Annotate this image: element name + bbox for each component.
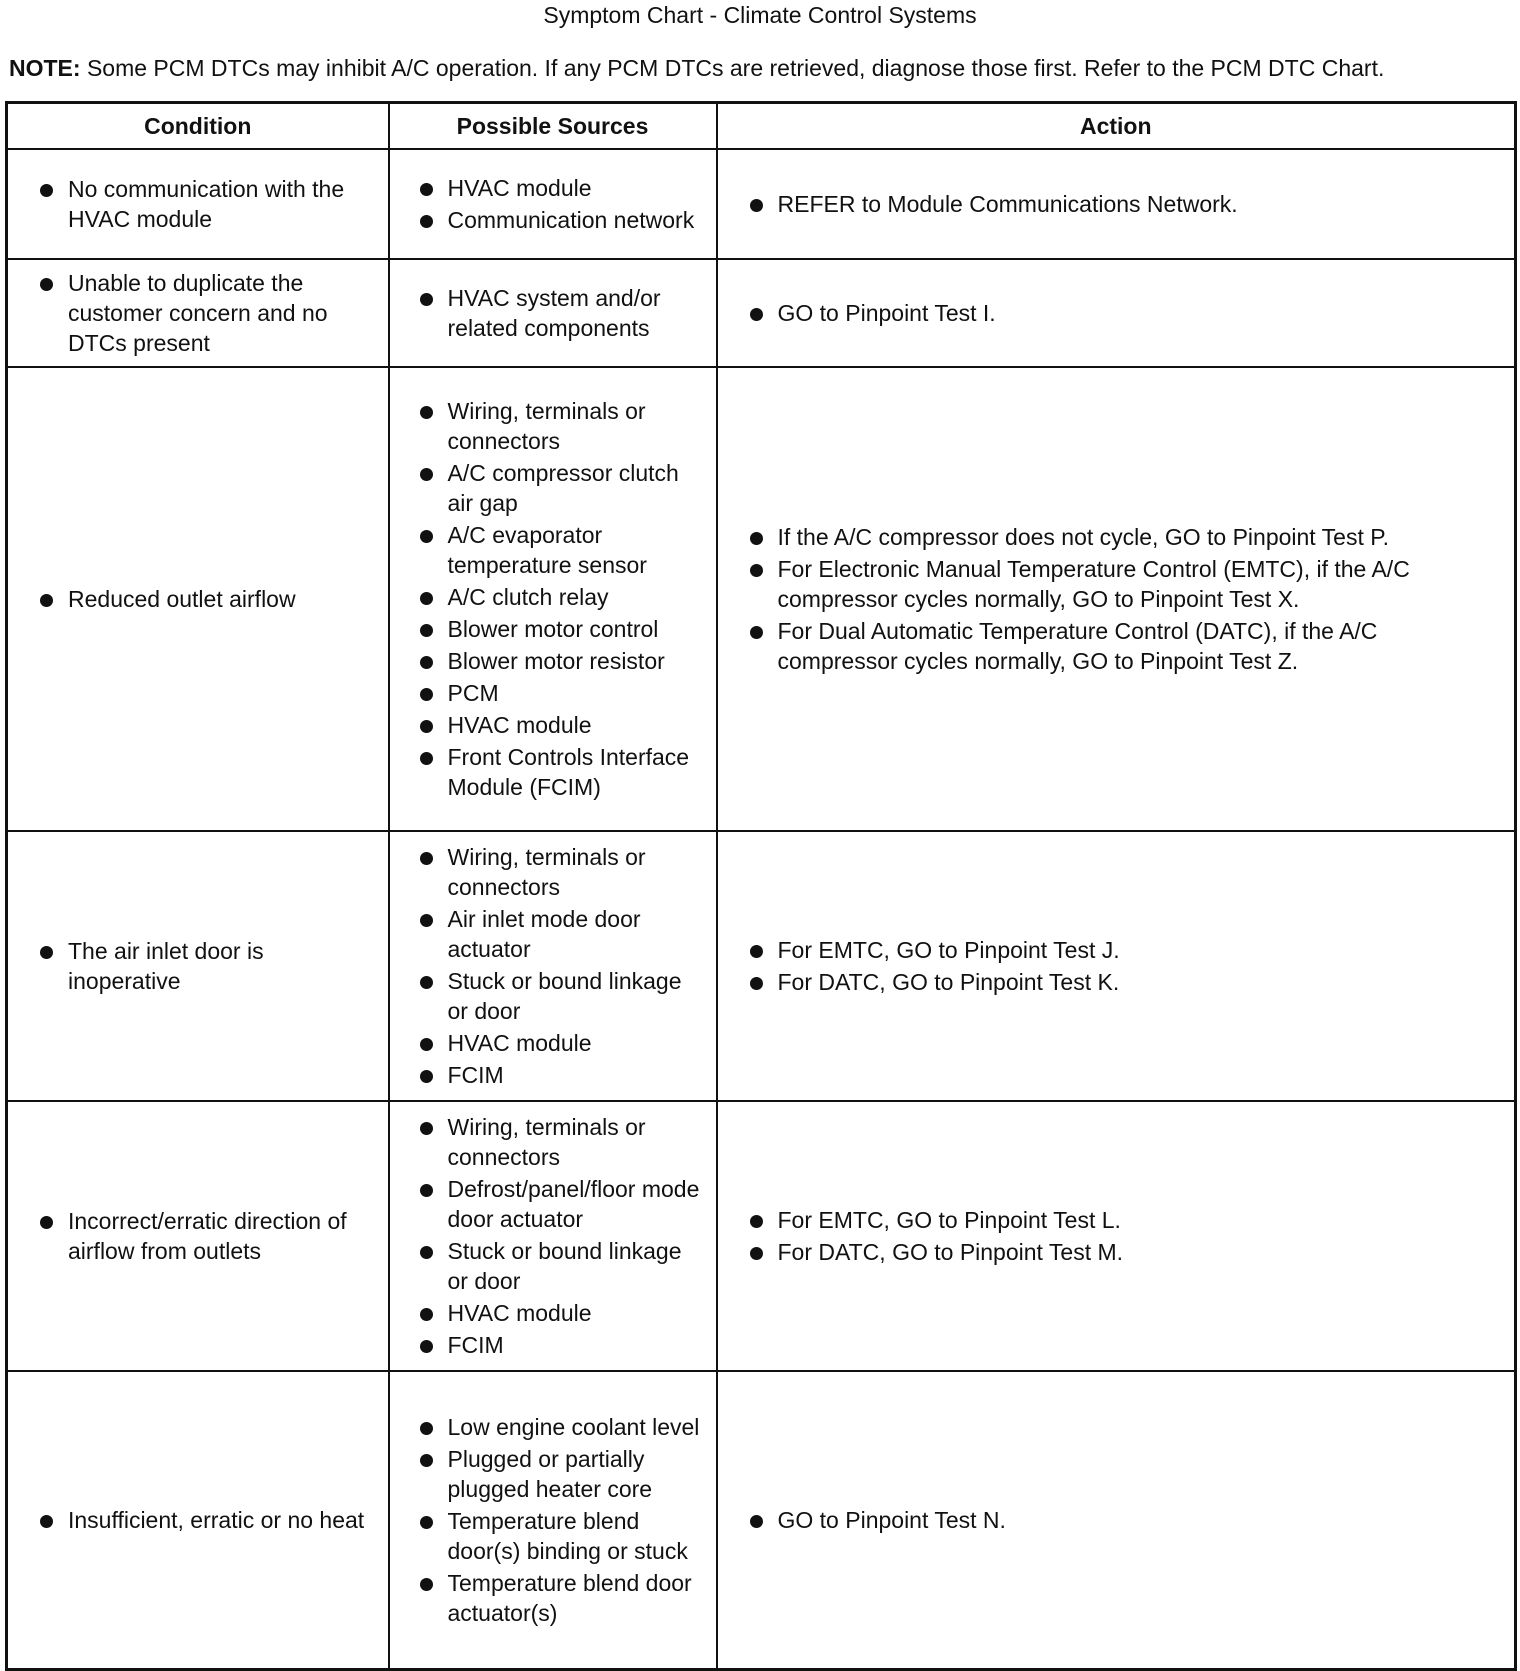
list-item: For EMTC, GO to Pinpoint Test J. bbox=[778, 935, 1495, 965]
actions-list bbox=[718, 935, 1515, 997]
list-item: Air inlet mode door actuator bbox=[448, 904, 706, 964]
page-title: Symptom Chart - Climate Control Systems bbox=[543, 2, 977, 28]
list-item: The air inlet door is inoperative bbox=[68, 936, 374, 996]
action-cell bbox=[717, 149, 1516, 259]
list-item: Plugged or partially plugged heater core bbox=[448, 1444, 706, 1504]
table-row bbox=[7, 259, 1516, 367]
table-row bbox=[7, 1101, 1516, 1371]
sources-list bbox=[390, 396, 716, 802]
actions-list bbox=[718, 522, 1515, 676]
table-row bbox=[7, 831, 1516, 1101]
list-item: For DATC, GO to Pinpoint Test K. bbox=[778, 967, 1495, 997]
sources-list bbox=[390, 842, 716, 1090]
list-item: HVAC module bbox=[448, 173, 706, 203]
sources-cell bbox=[389, 259, 717, 367]
action-cell bbox=[717, 259, 1516, 367]
sources-cell bbox=[389, 1101, 717, 1371]
list-item: Blower motor resistor bbox=[448, 646, 706, 676]
actions-list bbox=[718, 1205, 1515, 1267]
list-item: Incorrect/erratic direction of airflow from outlets bbox=[68, 1206, 374, 1266]
list-item: Wiring, terminals or connectors bbox=[448, 1112, 706, 1172]
column-header-possible-sources: Possible Sources bbox=[389, 103, 717, 150]
list-item: Reduced outlet airflow bbox=[68, 584, 374, 614]
note-label: NOTE: bbox=[9, 55, 81, 81]
list-item: HVAC module bbox=[448, 710, 706, 740]
list-item: A/C clutch relay bbox=[448, 582, 706, 612]
actions-list bbox=[718, 298, 1515, 328]
list-item: Defrost/panel/floor mode door actuator bbox=[448, 1174, 706, 1234]
sources-list bbox=[390, 1412, 716, 1628]
action-cell bbox=[717, 367, 1516, 831]
action-cell bbox=[717, 1371, 1516, 1670]
column-header-action: Action bbox=[717, 103, 1516, 150]
condition-cell bbox=[7, 367, 389, 831]
list-item: Low engine coolant level bbox=[448, 1412, 706, 1442]
list-item: Stuck or bound linkage or door bbox=[448, 1236, 706, 1296]
table-row bbox=[7, 367, 1516, 831]
list-item: Temperature blend door actuator(s) bbox=[448, 1568, 706, 1628]
sources-cell bbox=[389, 1371, 717, 1670]
list-item: FCIM bbox=[448, 1060, 706, 1090]
list-item: Stuck or bound linkage or door bbox=[448, 966, 706, 1026]
list-item: PCM bbox=[448, 678, 706, 708]
condition-list bbox=[8, 174, 388, 234]
list-item: HVAC module bbox=[448, 1028, 706, 1058]
action-cell bbox=[717, 1101, 1516, 1371]
table-row bbox=[7, 1371, 1516, 1670]
condition-cell bbox=[7, 259, 389, 367]
sources-cell bbox=[389, 149, 717, 259]
table-row bbox=[7, 149, 1516, 259]
condition-cell bbox=[7, 149, 389, 259]
list-item: Temperature blend door(s) binding or stuck bbox=[448, 1506, 706, 1566]
note-text: Some PCM DTCs may inhibit A/C operation. If any PCM DTCs are retrieved, diagnose those first. Refer to the PCM DTC Chart. bbox=[80, 55, 1385, 81]
condition-list bbox=[8, 268, 388, 358]
condition-cell bbox=[7, 1371, 389, 1670]
list-item: HVAC module bbox=[448, 1298, 706, 1328]
list-item: Unable to duplicate the customer concern and no DTCs present bbox=[68, 268, 374, 358]
condition-list bbox=[8, 584, 388, 614]
sources-cell bbox=[389, 367, 717, 831]
list-item: HVAC system and/or related components bbox=[448, 283, 706, 343]
list-item: A/C compressor clutch air gap bbox=[448, 458, 706, 518]
table-header-row bbox=[7, 103, 1516, 150]
condition-list bbox=[8, 936, 388, 996]
condition-list bbox=[8, 1505, 388, 1535]
column-header-condition: Condition bbox=[7, 103, 389, 150]
sources-list bbox=[390, 283, 716, 343]
sources-list bbox=[390, 1112, 716, 1360]
list-item: For DATC, GO to Pinpoint Test M. bbox=[778, 1237, 1495, 1267]
list-item: Blower motor control bbox=[448, 614, 706, 644]
sources-cell bbox=[389, 831, 717, 1101]
list-item: For Electronic Manual Temperature Control (EMTC), if the A/C compressor cycles normally, GO to Pinpoint Test X. bbox=[778, 554, 1495, 614]
list-item: Wiring, terminals or connectors bbox=[448, 842, 706, 902]
list-item: For EMTC, GO to Pinpoint Test L. bbox=[778, 1205, 1495, 1235]
sources-list bbox=[390, 173, 716, 235]
list-item: Wiring, terminals or connectors bbox=[448, 396, 706, 456]
list-item: A/C evaporator temperature sensor bbox=[448, 520, 706, 580]
list-item: Insufficient, erratic or no heat bbox=[68, 1505, 374, 1535]
condition-cell bbox=[7, 1101, 389, 1371]
list-item: Communication network bbox=[448, 205, 706, 235]
list-item: GO to Pinpoint Test I. bbox=[778, 298, 1495, 328]
action-cell bbox=[717, 831, 1516, 1101]
list-item: For Dual Automatic Temperature Control (DATC), if the A/C compressor cycles normally, GO to Pinpoint Test Z. bbox=[778, 616, 1495, 676]
list-item: FCIM bbox=[448, 1330, 706, 1360]
actions-list bbox=[718, 1505, 1515, 1535]
list-item: Front Controls Interface Module (FCIM) bbox=[448, 742, 706, 802]
condition-list bbox=[8, 1206, 388, 1266]
list-item: REFER to Module Communications Network. bbox=[778, 189, 1495, 219]
list-item: If the A/C compressor does not cycle, GO to Pinpoint Test P. bbox=[778, 522, 1495, 552]
actions-list bbox=[718, 189, 1515, 219]
list-item: No communication with the HVAC module bbox=[68, 174, 374, 234]
symptom-table bbox=[5, 101, 1517, 1671]
note-paragraph bbox=[9, 53, 1514, 83]
condition-cell bbox=[7, 831, 389, 1101]
list-item: GO to Pinpoint Test N. bbox=[778, 1505, 1495, 1535]
